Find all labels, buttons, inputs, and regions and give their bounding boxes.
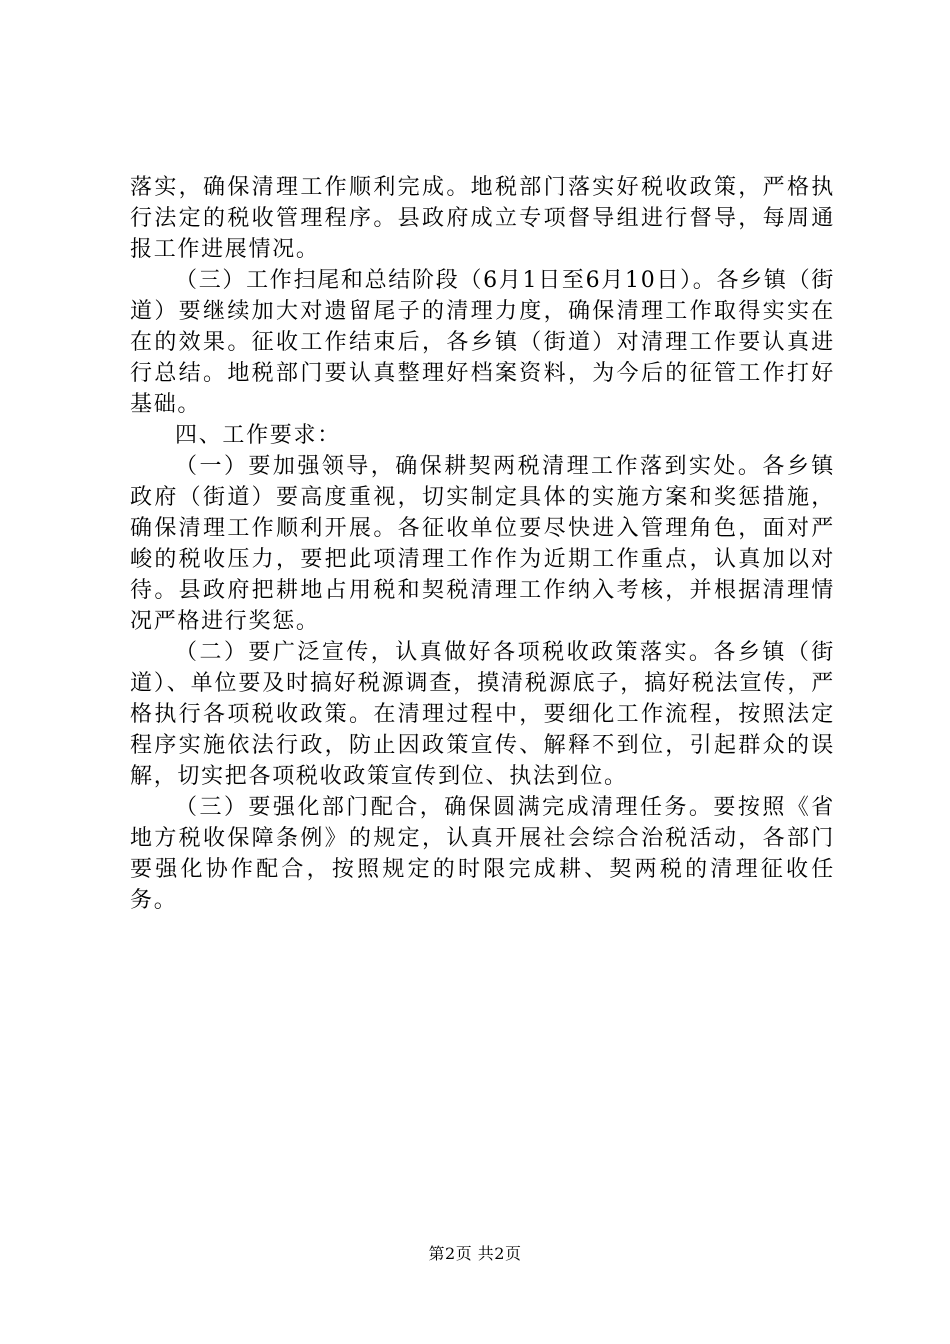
paragraph-stage-three: （三）工作扫尾和总结阶段（6月1日至6月10日）。各乡镇（街道）要继续加大对遗留尾子的清理力度，确保清理工作取得实实在在的效果。征收工作结束后，各乡镇（街道）对清理工作要认真进行总结。地税部门要认真整理好档案资料，为今后的征管工作打好基础。: [130, 268, 835, 417]
paragraph-continuation: 落实，确保清理工作顺利完成。地税部门落实好税收政策，严格执行法定的税收管理程序。县政府成立专项督导组进行督导，每周通报工作进展情况。: [130, 175, 835, 262]
paragraph-requirement-one: （一）要加强领导，确保耕契两税清理工作落到实处。各乡镇政府（街道）要高度重视，切实制定具体的实施方案和奖惩措施，确保清理工作顺利开展。各征收单位要尽快进入管理角色，面对严峻的税收压力，要把此项清理工作作为近期工作重点，认真加以对待。县政府把耕地占用税和契税清理工作纳入考核，并根据清理情况严格进行奖惩。: [130, 454, 835, 634]
document-body: [130, 172, 835, 916]
paragraph-requirement-two: （二）要广泛宣传，认真做好各项税收政策落实。各乡镇（街道）、单位要及时搞好税源调查，摸清税源底子，搞好税法宣传，严格执行各项税收政策。在清理过程中，要细化工作流程，按照法定程序实施依法行政，防止因政策宣传、解释不到位，引起群众的误解，切实把各项税收政策宣传到位、执法到位。: [130, 640, 835, 789]
paragraph-requirement-three: （三）要强化部门配合，确保圆满完成清理任务。要按照《省地方税收保障条例》的规定，认真开展社会综合治税活动，各部门要强化协作配合，按照规定的时限完成耕、契两税的清理征收任务。: [130, 795, 835, 913]
section-heading-requirements: 四、工作要求：: [175, 423, 341, 448]
page-footer: 第2页 共2页: [428, 1244, 522, 1263]
